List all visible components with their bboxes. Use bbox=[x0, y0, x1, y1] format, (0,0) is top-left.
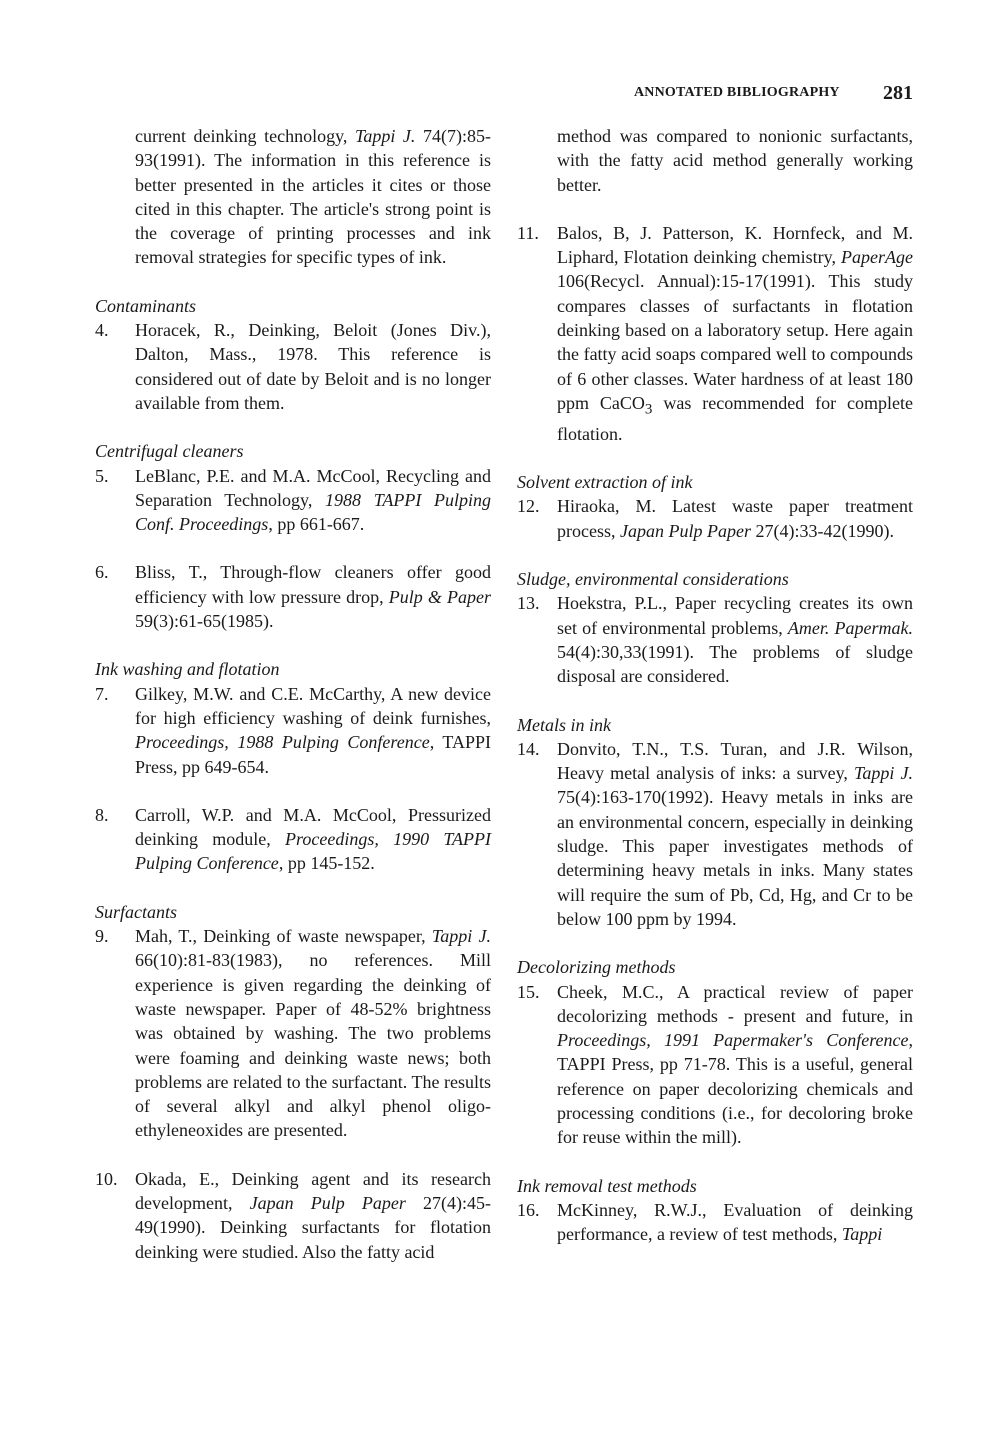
section-title-contaminants: Contaminants bbox=[95, 295, 197, 316]
bib-entry-7 bbox=[95, 682, 491, 779]
section-title-ink-removal-tests: Ink removal test methods bbox=[517, 1175, 697, 1196]
entry-text: Horacek, R., Deinking, Beloit (Jones Div.), Dalton, Mass., 1978. This reference is considered out of date by Beloit and is no longer available from them. bbox=[135, 320, 491, 413]
running-head-title: ANNOTATED BIBLIOGRAPHY bbox=[634, 85, 840, 100]
entry-number: 12. bbox=[517, 496, 540, 517]
entry-number: 16. bbox=[517, 1199, 540, 1220]
section-title-ink-washing: Ink washing and flotation bbox=[95, 659, 280, 680]
entry-text: LeBlanc, P.E. and M.A. McCool, Recycling and Separation Technology, 1988 TAPPI Pulping Conf. Proceedings, pp 661-667. bbox=[135, 465, 492, 535]
bib-entry-4 bbox=[95, 318, 491, 415]
section-title-centrifugal-cleaners: Centrifugal cleaners bbox=[95, 441, 244, 462]
running-head bbox=[620, 83, 920, 107]
section-title-decolorizing: Decolorizing methods bbox=[517, 957, 676, 978]
section-title-metals-in-ink: Metals in ink bbox=[517, 714, 611, 735]
entry-number: 9. bbox=[95, 926, 109, 947]
bib-entry-13 bbox=[517, 591, 913, 688]
bib-entry-8 bbox=[95, 803, 491, 876]
entry-text: Hiraoka, M. Latest waste paper treatment process, Japan Pulp Paper 27(4):33-42(1990). bbox=[557, 496, 913, 541]
entry-number: 10. bbox=[95, 1168, 118, 1189]
right-column bbox=[517, 124, 913, 1246]
bib-entry-12 bbox=[517, 494, 913, 543]
entry-number: 8. bbox=[95, 804, 109, 825]
entry-text: McKinney, R.W.J., Evaluation of deinking performance, a review of test methods, Tappi bbox=[557, 1199, 913, 1245]
bib-entry-14 bbox=[517, 737, 913, 931]
entry-text: Carroll, W.P. and M.A. McCool, Pressurized deinking module, Proceedings, 1990 TAPPI Pulping Conference, pp 145-152. bbox=[135, 804, 491, 874]
bib-entry-9 bbox=[95, 924, 491, 1143]
section-title-surfactants: Surfactants bbox=[95, 901, 178, 922]
entry-number: 7. bbox=[95, 683, 109, 704]
entry-number: 14. bbox=[517, 738, 540, 759]
left-column bbox=[95, 124, 491, 1264]
entry-text: Hoekstra, P.L., Paper recycling creates its own set of environmental problems, Amer. Papermak. 54(4):30,33(1991). The problems of sludge disposal are considered. bbox=[557, 593, 913, 687]
section-title-sludge: Sludge, environmental considerations bbox=[517, 569, 789, 590]
bib-entry-11 bbox=[517, 221, 913, 446]
continued-entry-3: current deinking technology, Tappi J. 74(7):85-93(1991). The information in this reference is better presented in the articles it cites or those cited in this chapter. The article's strong point is the coverage of printing processes and ink removal strategies for specific types of ink. bbox=[135, 126, 491, 268]
entry-number: 4. bbox=[95, 320, 109, 341]
entry-text: Okada, E., Deinking agent and its research development, Japan Pulp Paper 27(4):45-49(1990). Deinking surfactants for flotation deinking were studied. Also the fatty acid bbox=[135, 1168, 491, 1262]
entry-text: Donvito, T.N., T.S. Turan, and J.R. Wilson, Heavy metal analysis of inks: a survey, Tappi J. 75(4):163-170(1992). Heavy metals in inks are an environmental concern, especially in deinking sludge. This paper investigates methods of determining heavy metals in inks. Many states will require the sum of Pb, Cd, Hg, and Cr to be below 100 ppm by 1994. bbox=[557, 738, 913, 929]
entry-text: Balos, B, J. Patterson, K. Hornfeck, and M. Liphard, Flotation deinking chemistry, PaperAge 106(Recycl. Annual):15-17(1991). This study compares classes of surfactants in flotation deinking based on a laboratory setup. Here again the fatty acid soaps compared well to compounds of 6 other classes. Water hardness of at least 180 ppm CaCO$_3$ was recommended for complete flotation. bbox=[557, 222, 913, 444]
entry-number: 13. bbox=[517, 593, 540, 614]
bib-entry-16 bbox=[517, 1198, 913, 1247]
entry-number: 11. bbox=[517, 222, 539, 243]
entry-number: 6. bbox=[95, 562, 109, 583]
bib-entry-5 bbox=[95, 464, 491, 537]
entry-text: Bliss, T., Through-flow cleaners offer good efficiency with low pressure drop, Pulp & Paper 59(3):61-65(1985). bbox=[135, 562, 491, 632]
page-number: 281 bbox=[883, 82, 913, 104]
bib-entry-6 bbox=[95, 560, 491, 633]
entry-text: Cheek, M.C., A practical review of paper decolorizing methods - present and future, in Proceedings, 1991 Papermaker's Conference, TAPPI Press, pp 71-78. This is a useful, general reference on paper decolorizing chemicals and processing conditions (i.e., for decoloring broke for reuse within the mill). bbox=[557, 981, 913, 1148]
entry-number: 15. bbox=[517, 981, 540, 1002]
bib-entry-10 bbox=[95, 1167, 491, 1264]
entry-number: 5. bbox=[95, 465, 109, 486]
bib-entry-15 bbox=[517, 980, 913, 1150]
section-title-solvent-extraction: Solvent extraction of ink bbox=[517, 472, 693, 493]
continued-entry-10: method was compared to nonionic surfactants, with the fatty acid method generally working better. bbox=[557, 126, 913, 195]
entry-text: Gilkey, M.W. and C.E. McCarthy, A new device for high efficiency washing of deink furnishes, Proceedings, 1988 Pulping Conference, TAPPI Press, pp 649-654. bbox=[135, 683, 491, 777]
entry-text: Mah, T., Deinking of waste newspaper, Tappi J. 66(10):81-83(1983), no references. Mill experience is given regarding the deinking of waste newspaper. Paper of 48-52% brightness was obtained by washing. The two problems were foaming and deinking waste news; both problems are related to the surfactant. The results of several alkyl and alkyl phenol oligo-ethyleneoxides are presented. bbox=[135, 926, 491, 1141]
